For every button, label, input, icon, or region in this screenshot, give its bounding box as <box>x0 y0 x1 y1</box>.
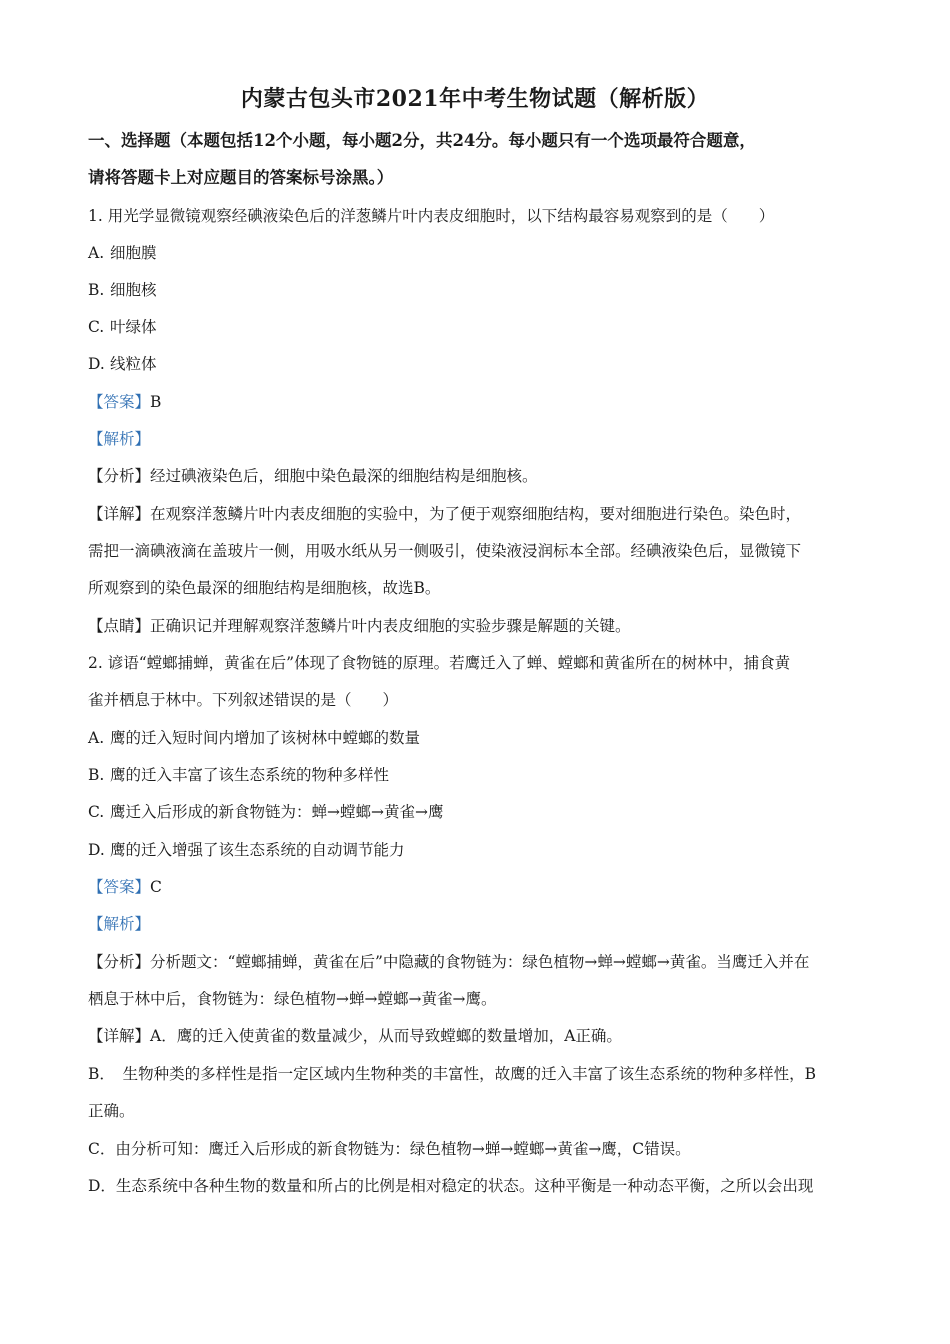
q1-xiangjie-line-1 <box>88 504 878 524</box>
option-text: 鹰的迁入增强了该生态系统的自动调节能力 <box>110 841 405 859</box>
option-letter: C. <box>88 803 105 821</box>
q2-option-b <box>88 765 878 785</box>
dianjing-text: 正确识记并理解观察洋葱鳞片叶内表皮细胞的实验步骤是解题的关键。 <box>150 617 631 635</box>
q2-fenxi-line-1 <box>88 952 878 972</box>
q2-xiangjie-d: D．生态系统中各种生物的数量和所占的比例是相对稳定的状态。这种平衡是一种动态平衡，之所以会出现 <box>88 1177 814 1195</box>
q1-dianjing <box>88 616 878 636</box>
answer-value: B <box>150 393 162 411</box>
option-letter: A. <box>88 244 105 262</box>
q1-xiangjie-line-2: 需把一滴碘液滴在盖玻片一侧，用吸水纸从另一侧吸引，使染液浸润标本全部。经碘液染色后，显微镜下 <box>88 542 802 560</box>
fenxi-tag: 【分析】 <box>88 467 151 485</box>
q2-option-c <box>88 802 878 822</box>
q2-answer <box>88 877 878 897</box>
q1-option-b <box>88 280 878 300</box>
option-text: 线粒体 <box>110 355 157 373</box>
option-text: 鹰的迁入丰富了该生态系统的物种多样性 <box>110 766 390 784</box>
option-text: 鹰的迁入短时间内增加了该树林中螳螂的数量 <box>110 729 421 747</box>
section-heading-line-1: 一、选择题（本题包括12个小题，每小题2分，共24分。每小题只有一个选项最符合题意， <box>88 131 756 150</box>
xiangjie-text: A．鹰的迁入使黄雀的数量减少，从而导致螳螂的数量增加，A正确。 <box>150 1027 622 1045</box>
xiangjie-tag: 【详解】 <box>88 505 151 523</box>
option-text: 叶绿体 <box>110 318 157 336</box>
q2-xiangjie-b-line-1: B． 生物种类的多样性是指一定区域内生物种类的丰富性，故鹰的迁入丰富了该生态系统的物种多样性，B <box>88 1065 817 1083</box>
q1-fenxi <box>88 466 878 486</box>
option-letter: D. <box>88 355 105 373</box>
answer-tag: 【答案】 <box>88 878 151 896</box>
fenxi-tag: 【分析】 <box>88 953 151 971</box>
option-text: 细胞核 <box>110 281 157 299</box>
xiangjie-tag: 【详解】 <box>88 1027 151 1045</box>
option-letter: B. <box>88 766 105 784</box>
section-heading-line-2: 请将答题卡上对应题目的答案标号涂黑。） <box>88 168 394 187</box>
q1-option-c <box>88 317 878 337</box>
option-text: 细胞膜 <box>110 244 157 262</box>
answer-value: C <box>150 878 162 896</box>
q2-xiangjie-c: C．由分析可知：鹰迁入后形成的新食物链为：绿色植物→蝉→螳螂→黄雀→鹰，C错误。 <box>88 1140 691 1158</box>
q2-analysis-tag: 【解析】 <box>88 915 151 933</box>
page-title: 内蒙古包头市2021年中考生物试题（解析版） <box>240 86 710 112</box>
answer-tag: 【答案】 <box>88 393 151 411</box>
option-letter: A. <box>88 729 105 747</box>
option-letter: C. <box>88 318 105 336</box>
dianjing-tag: 【点睛】 <box>88 617 151 635</box>
q2-option-d <box>88 840 878 860</box>
option-letter: D. <box>88 841 105 859</box>
q2-xiangjie-a <box>88 1026 878 1046</box>
q1-analysis-tag: 【解析】 <box>88 430 151 448</box>
q2-stem-line-2: 雀并栖息于林中。下列叙述错误的是（ ） <box>88 691 399 709</box>
q1-stem: 1. 用光学显微镜观察经碘液染色后的洋葱鳞片叶内表皮细胞时，以下结构最容易观察到的是（ ） <box>88 207 775 225</box>
option-letter: B. <box>88 281 105 299</box>
q1-option-a <box>88 243 878 263</box>
q2-stem-line-1: 2. 谚语“螳螂捕蝉，黄雀在后”体现了食物链的原理。若鹰迁入了蝉、螳螂和黄雀所在的树林中，捕食黄 <box>88 654 791 672</box>
q1-option-d <box>88 354 878 374</box>
q2-option-a <box>88 728 878 748</box>
q1-answer <box>88 392 878 412</box>
q1-xiangjie-line-3: 所观察到的染色最深的细胞结构是细胞核，故选B。 <box>88 579 441 597</box>
q2-fenxi-line-2: 栖息于林中后，食物链为：绿色植物→蝉→螳螂→黄雀→鹰。 <box>88 990 497 1008</box>
q2-xiangjie-b-line-2: 正确。 <box>88 1102 135 1120</box>
option-text: 鹰迁入后形成的新食物链为：蝉→螳螂→黄雀→鹰 <box>110 803 444 821</box>
fenxi-text: 经过碘液染色后，细胞中染色最深的细胞结构是细胞核。 <box>150 467 538 485</box>
xiangjie-text: 在观察洋葱鳞片叶内表皮细胞的实验中，为了便于观察细胞结构，要对细胞进行染色。染色时， <box>150 505 802 523</box>
fenxi-text: 分析题文：“螳螂捕蝉，黄雀在后”中隐藏的食物链为：绿色植物→蝉→螳螂→黄雀。当鹰迁入并在 <box>150 953 810 971</box>
